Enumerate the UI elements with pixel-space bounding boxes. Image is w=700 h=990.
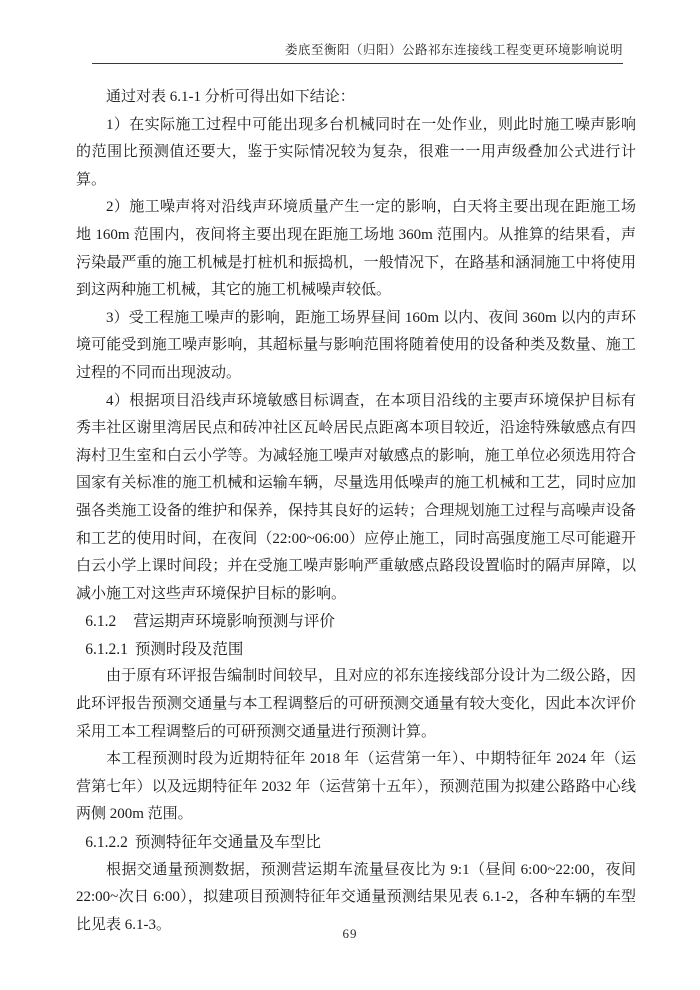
page-footer: [0, 926, 700, 942]
page-header: [92, 0, 623, 64]
section-number: 6.1.2.2: [85, 834, 128, 852]
running-header-title: 娄底至衡阳（归阳）公路祁东连接线工程变更环境影响说明: [284, 43, 623, 57]
paragraph-conclusion-2: 2）施工噪声将对沿线声环境质量产生一定的影响，白天将主要出现在距施工场地 160m 范围内，夜间将主要出现在距施工场地 360m 范围内。从推算的结果看，声污染最严重的施工机械是打桩机和振捣机，一般情况下，在路基和涵洞施工中将使用到这两种施工机械，其它的施工机械噪声较低。: [76, 199, 636, 299]
section-number: 6.1.2: [85, 613, 117, 631]
section-heading-6-1-2: [76, 608, 636, 636]
section-heading-6-1-2-1: [76, 636, 636, 664]
section-title: 预测时段及范围: [134, 640, 244, 658]
section-title: 营运期声环境影响预测与评价: [133, 613, 335, 631]
section-title: 预测特征年交通量及车型比: [134, 834, 321, 852]
paragraph-conclusion-3: 3）受工程施工噪声的影响，距施工场界昼间 160m 以内、夜间 360m 以内的声环境可能受到施工噪声影响，其超标量与影响范围将随着使用的设备种类及数量、施工过程的不同而出现波动。: [76, 309, 636, 381]
page-number: 69: [342, 926, 358, 941]
paragraph-intro: 通过对表 6.1-1 分析可得出如下结论：: [106, 89, 355, 105]
paragraph-conclusion-1: 1）在实际施工过程中可能出现多台机械同时在一处作业，则此时施工噪声影响的范围比预测值还要大，鉴于实际情况较为复杂，很难一一用声级叠加公式进行计算。: [76, 116, 636, 188]
paragraph-prediction-period-1: 由于原有环评报告编制时间较早，且对应的祁东连接线部分设计为二级公路，因此环评报告预测交通量与本工程调整后的可研预测交通量有较大变化，因此本次评价采用工本工程调整后的可研预测交通量进行预测计算。: [76, 668, 636, 740]
paragraph-prediction-period-2: 本工程预测时段为近期特征年 2018 年（运营第一年）、中期特征年 2024 年（运营第七年）以及远期特征年 2032 年（运营第十五年），预测范围为拟建公路路中心线两侧 200m 范围。: [76, 751, 636, 823]
page-body: [76, 84, 636, 939]
paragraph-traffic-volume: 根据交通量预测数据，预测营运期车流量昼夜比为 9:1（昼间 6:00~22:00，夜间 22:00~次日 6:00），拟建项目预测特征年交通量预测结果见表 6.1-2，各种车辆的车型比见表 6.1-3。: [76, 861, 636, 933]
paragraph-conclusion-4: 4）根据项目沿线声环境敏感目标调查，在本项目沿线的主要声环境保护目标有秀丰社区谢里湾居民点和砖冲社区瓦岭居民点距离本项目较近，沿途特殊敏感点有四海村卫生室和白云小学等。为减轻施工噪声对敏感点的影响，施工单位必须选用符合国家有关标准的施工机械和运输车辆，尽量选用低噪声的施工机械和工艺，同时应加强各类施工设备的维护和保养，保持其良好的运转；合理规划施工过程与高噪声设备和工艺的使用时间，在夜间（22:00~06:00）应停止施工，同时高强度施工尽可能避开白云小学上课时间段；并在受施工噪声影响严重敏感点路段设置临时的隔声屏障，以减小施工对这些声环境保护目标的影响。: [76, 392, 636, 602]
section-number: 6.1.2.1: [85, 640, 128, 658]
section-heading-6-1-2-2: [76, 829, 636, 857]
